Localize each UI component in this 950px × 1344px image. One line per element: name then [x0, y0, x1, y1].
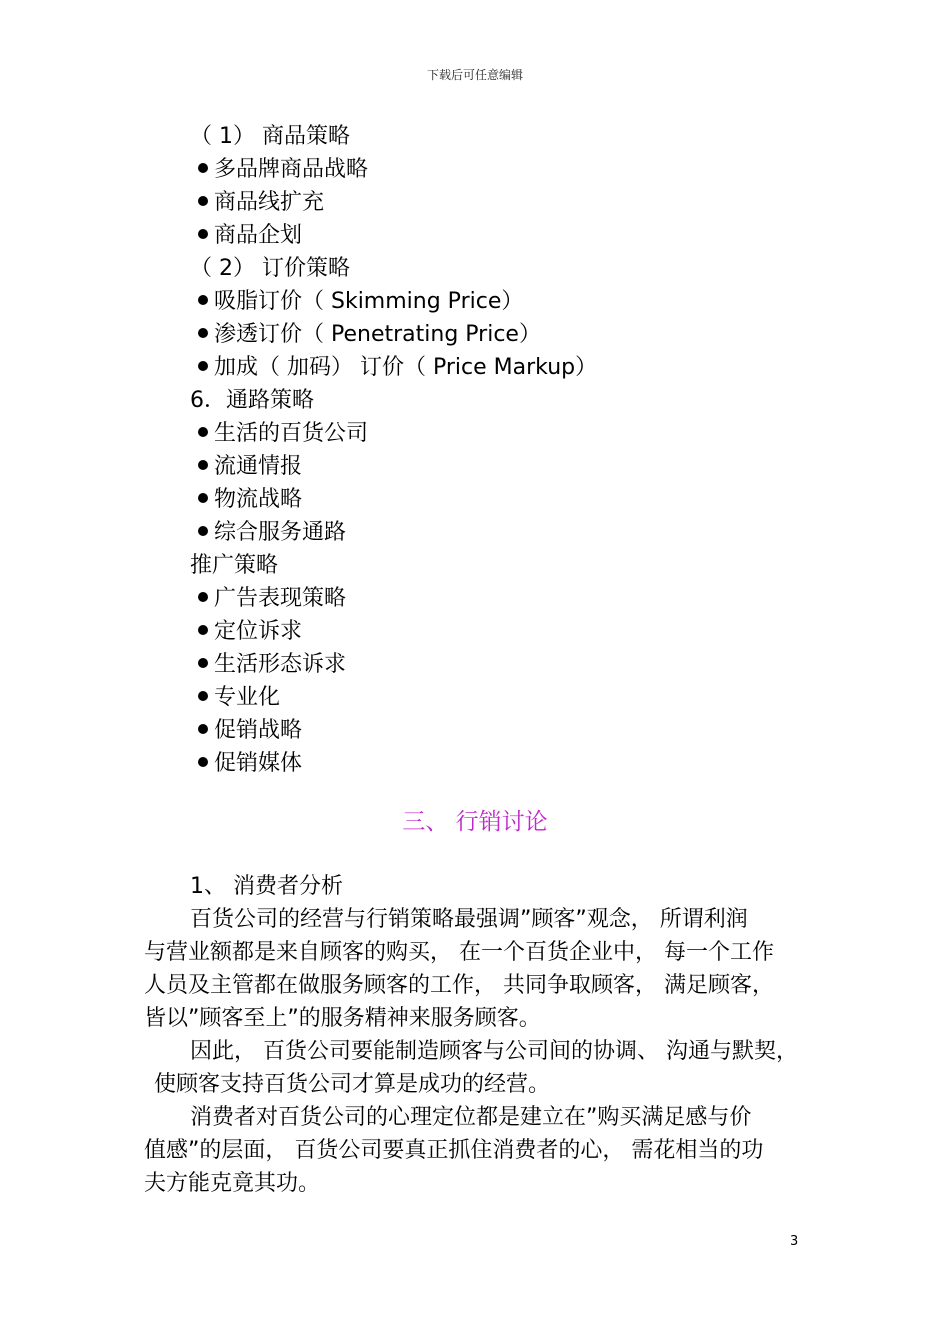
outline-bullet-item: [190, 219, 302, 252]
page-header: 下载后可任意编辑: [426, 68, 523, 82]
bullet-icon: [198, 295, 208, 305]
outline-text: 促销媒体: [214, 751, 303, 776]
outline-text: 6．通路策略: [190, 388, 314, 413]
outline-heading: [190, 252, 350, 285]
section-title: 三、 行销讨论: [402, 809, 548, 835]
bullet-icon: [198, 592, 208, 602]
outline-bullet-item: [190, 351, 597, 384]
outline-bullet-item: [190, 615, 302, 648]
outline-bullet-item: [190, 747, 302, 780]
bullet-icon: [198, 163, 208, 173]
outline-text: 广告表现策略: [214, 586, 347, 611]
paragraph: [144, 903, 824, 1035]
paragraph-line: 使顾客支持百货公司才算是成功的经营。: [154, 1072, 551, 1097]
paragraph-line: 人员及主管都在做服务顾客的工作， 共同争取顾客， 满足顾客，: [144, 973, 774, 998]
outline-text: 专业化: [214, 685, 281, 710]
bullet-icon: [198, 724, 208, 734]
paragraph-line: 夫方能克竟其功。: [144, 1171, 321, 1196]
outline-text: 生活形态诉求: [214, 652, 347, 677]
outline-bullet-item: [190, 483, 302, 516]
outline-text: 流通情报: [214, 454, 303, 479]
bullet-icon: [198, 625, 208, 635]
outline-bullet-item: [190, 516, 346, 549]
page-number: 3: [790, 1234, 799, 1249]
outline-bullet-item: [190, 153, 368, 186]
paragraph-line: 值感”的层面， 百货公司要真正抓住消费者的心， 需花相当的功: [144, 1138, 764, 1163]
outline-text: 推广策略: [190, 553, 279, 578]
outline-text: 商品线扩充: [214, 190, 325, 215]
paragraph: [144, 1101, 824, 1200]
outline-heading: [190, 120, 350, 153]
bullet-icon: [198, 493, 208, 503]
outline-bullet-item: [190, 417, 368, 450]
paragraph-line: 皆以”顾客至上”的服务精神来服务顾客。: [144, 1006, 541, 1031]
outline-text: 物流战略: [214, 487, 303, 512]
outline-text: 多品牌商品战略: [214, 157, 369, 182]
outline-text: 促销战略: [214, 718, 303, 743]
bullet-icon: [198, 526, 208, 536]
paragraph: [144, 1035, 824, 1101]
bullet-icon: [198, 229, 208, 239]
outline-text: 加成（ 加码） 订价（ Price Markup）: [214, 355, 598, 380]
outline-text: 生活的百货公司: [214, 421, 369, 446]
outline-bullet-item: [190, 318, 541, 351]
outline-text: 商品企划: [214, 223, 303, 248]
outline-text: 渗透订价（ Penetrating Price）: [214, 322, 541, 347]
outline-bullet-item: [190, 186, 324, 219]
subheading: 1、 消费者分析: [190, 874, 343, 899]
outline-text: （ 1） 商品策略: [190, 124, 350, 149]
outline-text: 定位诉求: [214, 619, 303, 644]
outline-bullet-item: [190, 714, 302, 747]
paragraph-line: 因此， 百货公司要能制造顾客与公司间的协调、 沟通与默契，: [190, 1039, 798, 1064]
outline-bullet-item: [190, 681, 280, 714]
outline-text: 吸脂订价（ Skimming Price）: [214, 289, 524, 314]
paragraph-line: 消费者对百货公司的心理定位都是建立在”购买满足感与价: [190, 1105, 752, 1130]
paragraph-line: 与营业额都是来自顾客的购买， 在一个百货企业中， 每一个工作: [144, 940, 774, 965]
bullet-icon: [198, 328, 208, 338]
outline-text: 综合服务通路: [214, 520, 347, 545]
outline-bullet-item: [190, 582, 346, 615]
bullet-icon: [198, 691, 208, 701]
bullet-icon: [198, 658, 208, 668]
outline-heading: [190, 549, 278, 582]
outline-heading: [190, 384, 314, 417]
outline-text: （ 2） 订价策略: [190, 256, 350, 281]
bullet-icon: [198, 460, 208, 470]
bullet-icon: [198, 427, 208, 437]
bullet-icon: [198, 361, 208, 371]
outline-bullet-item: [190, 648, 346, 681]
bullet-icon: [198, 757, 208, 767]
outline-bullet-item: [190, 285, 523, 318]
paragraph-line: 百货公司的经营与行销策略最强调”顾客”观念， 所谓利润: [190, 907, 748, 932]
bullet-icon: [198, 196, 208, 206]
outline-bullet-item: [190, 450, 302, 483]
